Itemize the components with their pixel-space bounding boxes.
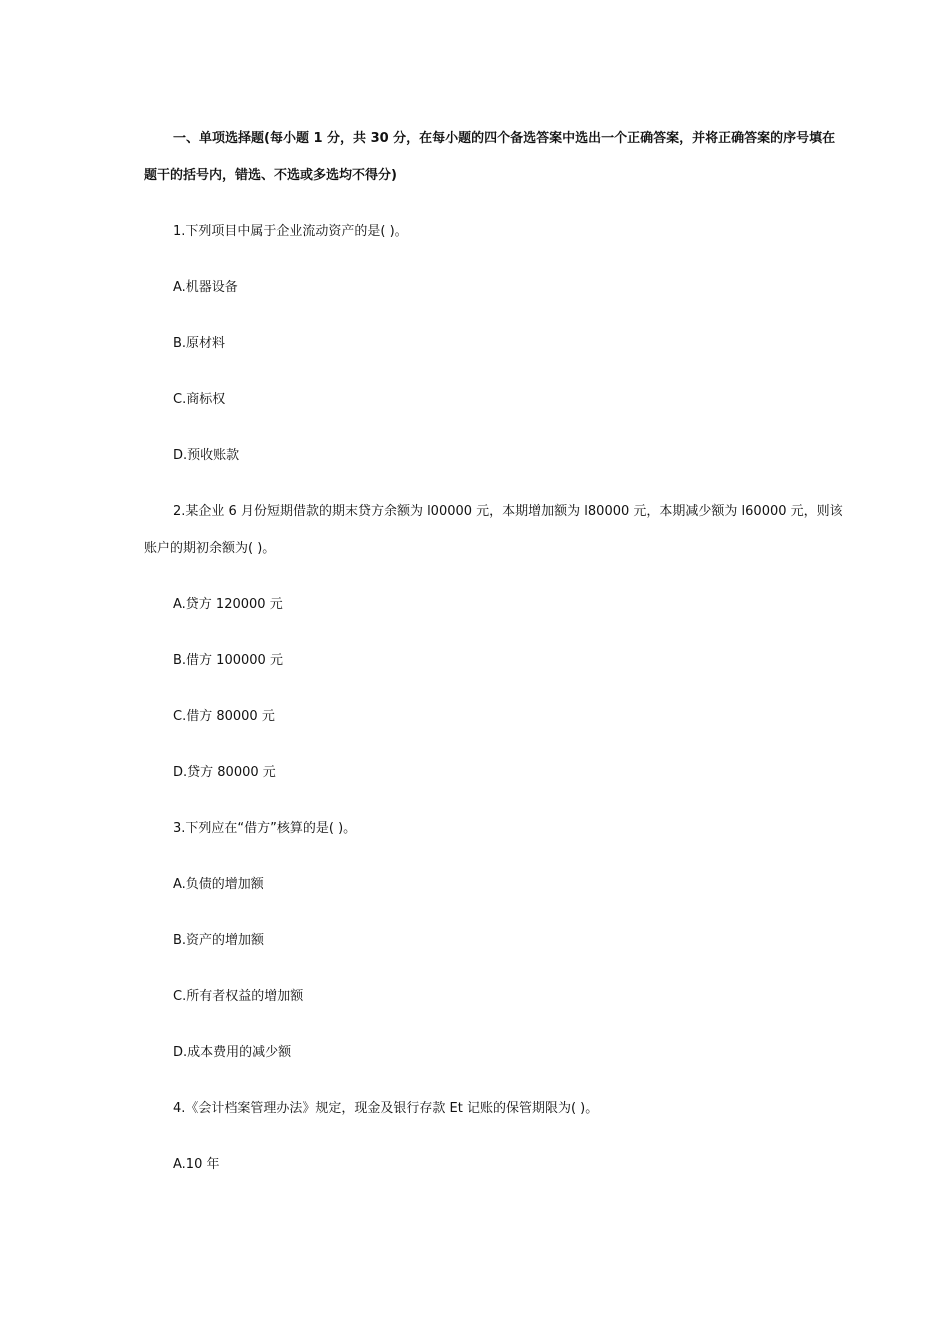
question-3-option-c: C.所有者权益的增加额 [173,989,304,1004]
question-1-option-a: A.机器设备 [173,280,238,295]
question-3-stem: 3.下列应在“借方”核算的是( )。 [173,821,357,836]
question-2-option-d: D.贷方 80000 元 [173,765,276,780]
question-3-option-d: D.成本费用的减少额 [173,1045,292,1060]
section-heading: 一、单项选择题(每小题 1 分，共 30 分，在每小题的四个备选答案中选出一个正确答案，并将正确答案的序号填在题干的括号内，错选、不选或多选均不得分) [144,131,836,183]
question-2-option-b: B.借方 100000 元 [173,653,283,668]
question-4-option-a: A.10 年 [173,1157,220,1172]
question-3-option-b: B.资产的增加额 [173,933,265,948]
question-2-option-c: C.借方 80000 元 [173,709,275,724]
question-2-option-a: A.贷方 120000 元 [173,597,283,612]
question-1-option-c: C.商标权 [173,392,226,407]
question-2-stem: 2.某企业 6 月份短期借款的期末贷方余额为 l00000 元，本期增加额为 l80000 元，本期减少额为 l60000 元，则该账户的期初余额为( )。 [144,504,843,556]
question-3-option-a: A.负债的增加额 [173,877,264,892]
question-1-option-b: B.原材料 [173,336,226,351]
question-4-stem: 4.《会计档案管理办法》规定，现金及银行存款 Et 记账的保管期限为( )。 [173,1101,599,1116]
question-1-option-d: D.预收账款 [173,448,240,463]
document-body [144,120,844,1202]
question-1-stem: 1.下列项目中属于企业流动资产的是( )。 [173,224,408,239]
